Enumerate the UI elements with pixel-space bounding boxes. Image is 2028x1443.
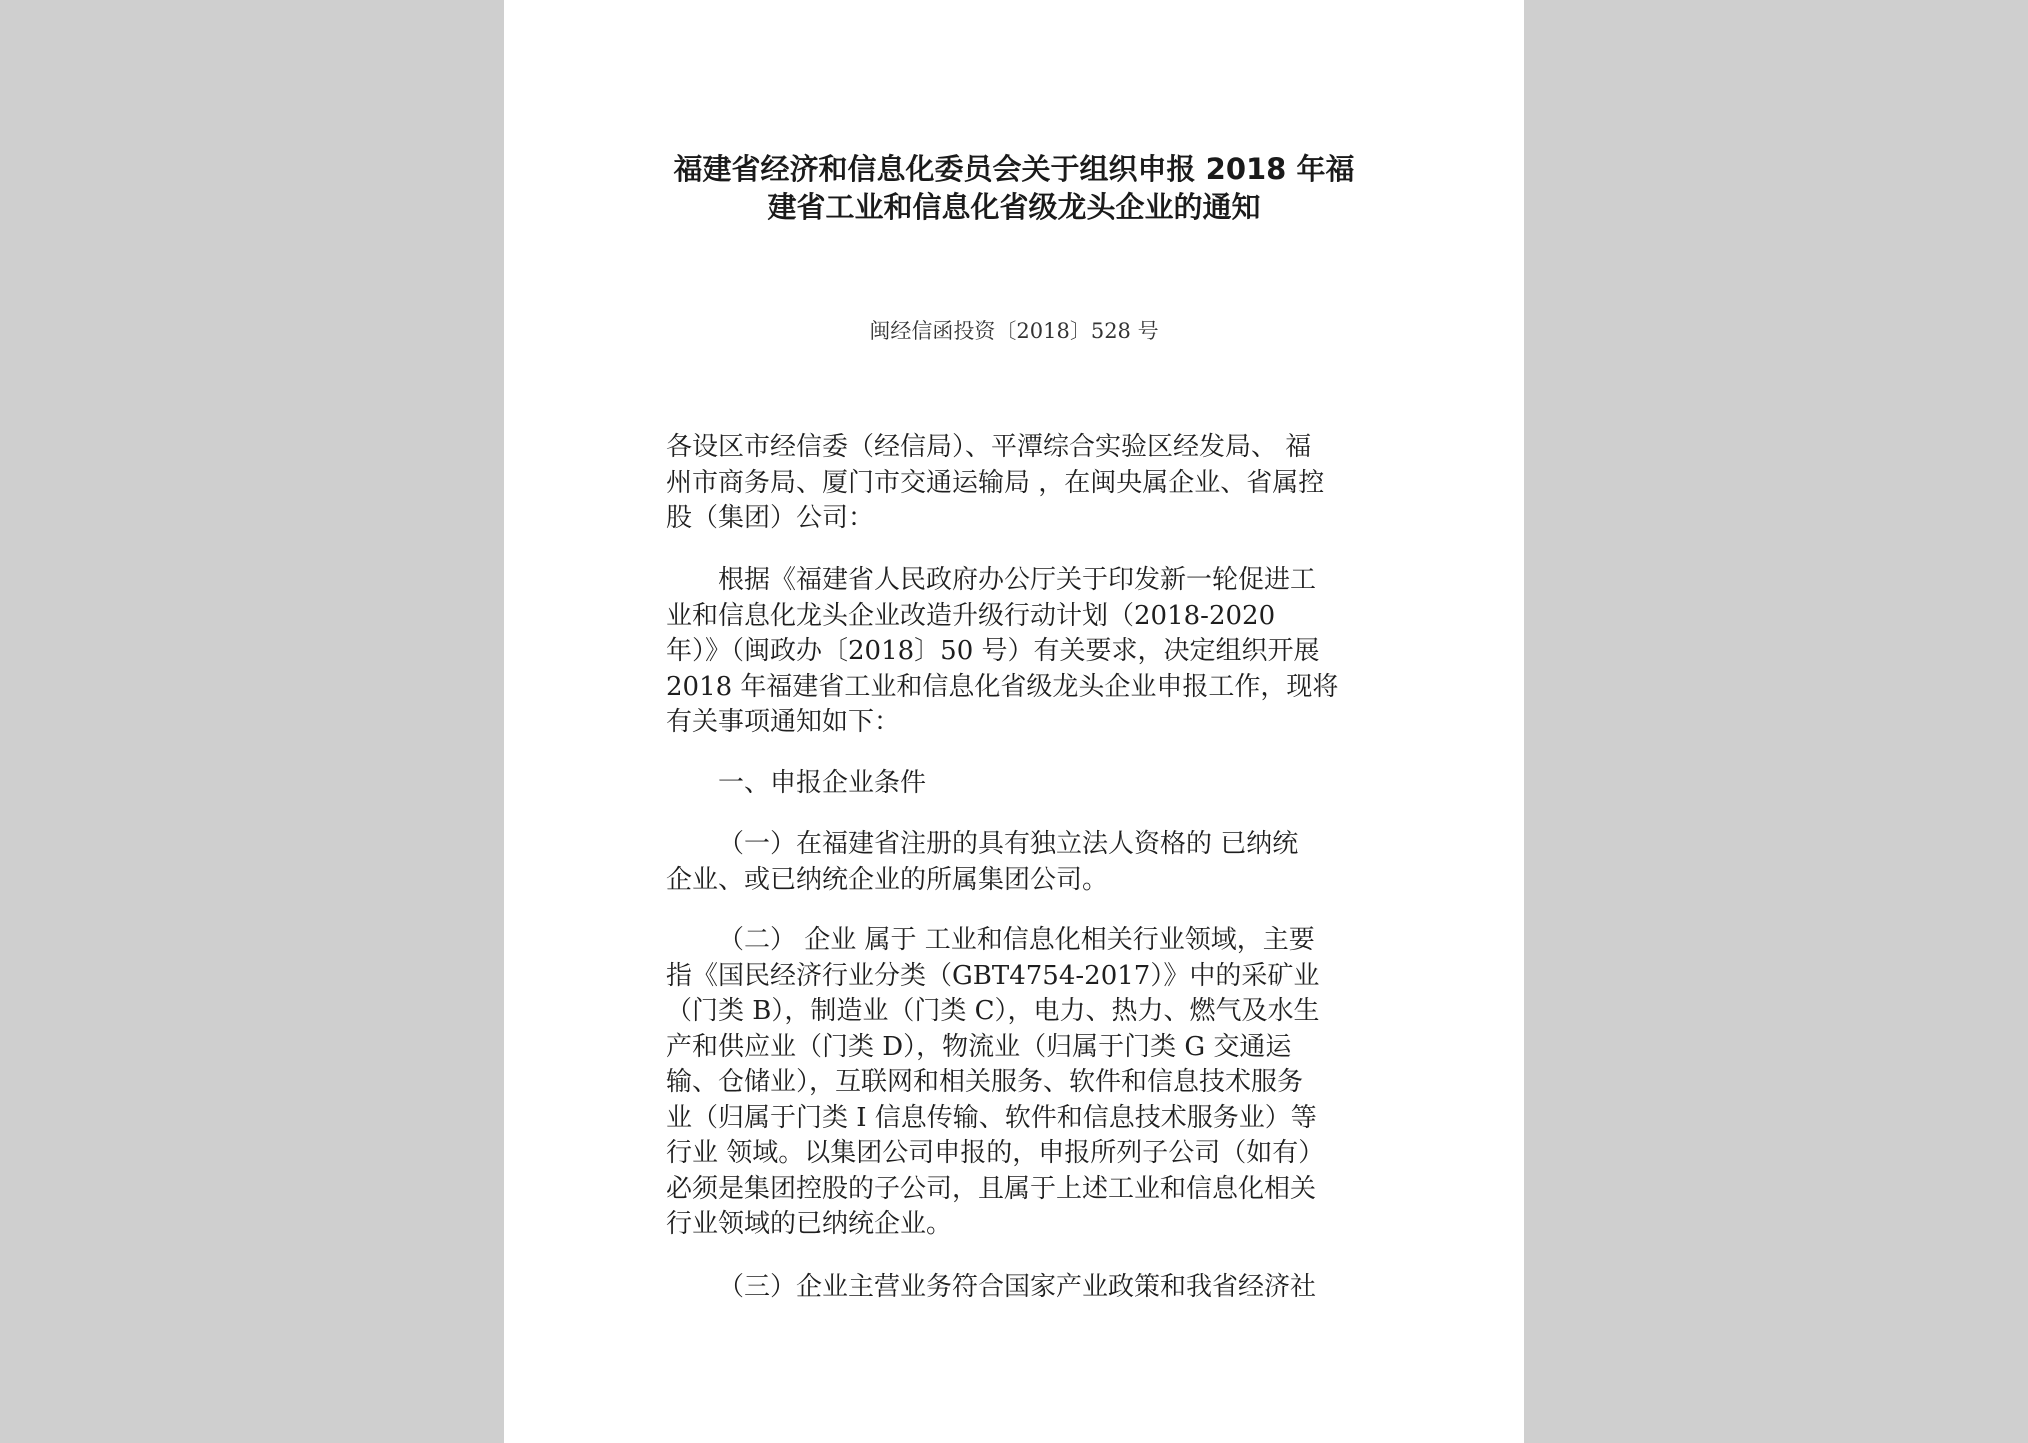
title-line: 建省工业和信息化省级龙头企业的通知 — [767, 190, 1261, 224]
text-line: （一）在福建省注册的具有独立法人资格的 已纳统 — [718, 829, 1299, 859]
text-line: 行业 领域。以集团公司申报的，申报所列子公司（如有） — [666, 1138, 1325, 1168]
text-line: 有关事项通知如下： — [666, 707, 901, 737]
text-line: 州市商务局、厦门市交通运输局 ，在闽央属企业、省属控 — [666, 467, 1325, 498]
text-line: 行业领域的已纳统企业。 — [666, 1209, 953, 1239]
section-heading — [666, 766, 1366, 802]
text-line: 各设区市经信委（经信局）、平潭综合实验区经发局、 福 — [666, 432, 1312, 462]
text-line: 输、仓储业），互联网和相关服务、软件和信息技术服务 — [666, 1067, 1304, 1097]
text-line: 企业、或已纳统企业的所属集团公司。 — [666, 864, 1109, 895]
text-line: （三）企业主营业务符合国家产业政策和我省经济社 — [718, 1272, 1317, 1302]
text-line: 股（集团）公司： — [666, 503, 875, 533]
addressee-paragraph — [666, 430, 1366, 537]
text-line: （二） 企业 属于 工业和信息化相关行业领域，主要 — [718, 925, 1315, 955]
text-line: 2018 年福建省工业和信息化省级龙头企业申报工作，现将 — [666, 671, 1339, 702]
condition-1-paragraph — [666, 827, 1366, 898]
heading-text: 一、申报企业条件 — [718, 768, 927, 798]
basis-paragraph — [666, 563, 1366, 741]
text-line: （门类 B），制造业（门类 C），电力、热力、燃气及水生 — [666, 996, 1320, 1026]
text-line: 年）》（闽政办〔2018〕50 号）有关要求，决定组织开展 — [666, 636, 1320, 666]
condition-2-paragraph — [666, 923, 1366, 1243]
condition-3-paragraph — [666, 1270, 1366, 1306]
text-line: 业和信息化龙头企业改造升级行动计划（2018-2020 — [666, 600, 1276, 631]
text-line: 必须是集团控股的子公司，且属于上述工业和信息化相关 — [666, 1173, 1317, 1204]
document-number: 闽经信函投资〔2018〕528 号 — [869, 319, 1159, 343]
text-line: 根据《福建省人民政府办公厅关于印发新一轮促进工 — [718, 565, 1317, 595]
text-line: 业（归属于门类 I 信息传输、软件和信息技术服务业）等 — [666, 1102, 1317, 1133]
title-line: 福建省经济和信息化委员会关于组织申报 2018 年福 — [673, 152, 1355, 186]
document-page — [504, 0, 1524, 1443]
document-title — [504, 150, 1524, 226]
text-line: 指《国民经济行业分类（GBT4754-2017）》中的采矿业 — [666, 960, 1320, 991]
text-line: 产和供应业（门类 D），物流业（归属于门类 G 交通运 — [666, 1031, 1292, 1062]
